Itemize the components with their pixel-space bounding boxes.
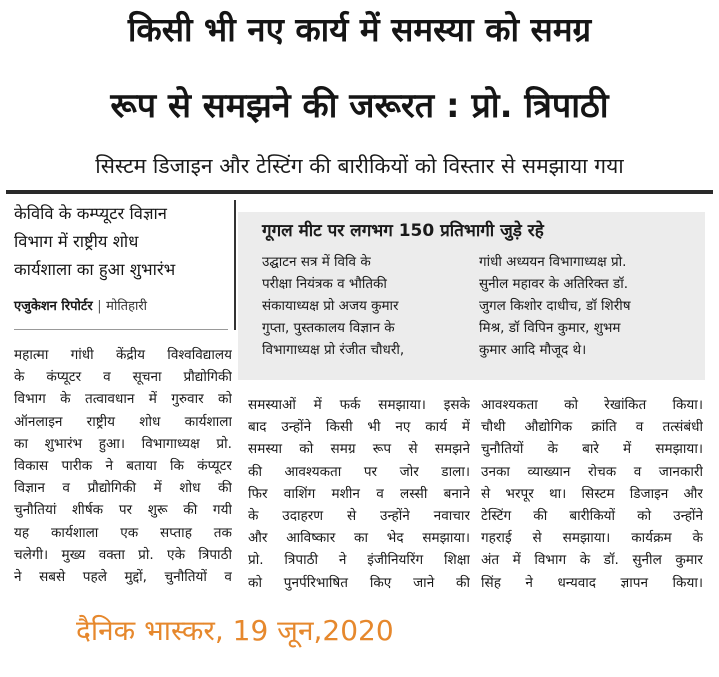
body-line: की आवश्यकता पर जोर डाला। xyxy=(248,463,470,480)
byline-reporter: एजुकेशन रिपोर्टर xyxy=(14,299,93,314)
body-line: चुनौतियों के बारे में समझाया। xyxy=(481,441,703,458)
body-line: फिर वाशिंग मशीन व लस्सी बनाने xyxy=(248,485,470,502)
body-line: के उदाहरण से उन्होंने नवाचार xyxy=(248,508,470,525)
box-line: गुप्ता, पुस्तकालय विज्ञान के xyxy=(262,320,395,336)
box-line: संकायाध्यक्ष प्रो अजय कुमार xyxy=(262,298,399,314)
body-line: चुनौतियां शीर्षक पर शुरू की गयी xyxy=(14,502,232,519)
headline-line-2: रूप से समझने की जरूरत : प्रो. त्रिपाठी xyxy=(110,86,609,126)
body-line: टेस्टिंग की बारीकियों को उन्होंने xyxy=(481,508,703,525)
body-line: समस्या को समग्र रूप से समझने xyxy=(248,441,470,458)
box-line: परीक्षा नियंत्रक व भौतिकी xyxy=(262,276,387,292)
body-line: गहराई से समझाया। कार्यक्रम के xyxy=(481,530,703,547)
box-line: जुगल किशोर दाधीच, डॉ शिरीष xyxy=(479,298,631,314)
body-column-1 xyxy=(14,344,232,588)
body-line: बाद उन्होंने किसी भी नए कार्य में xyxy=(248,419,470,436)
body-column-2 xyxy=(248,394,470,594)
side-headline-line: विभाग में राष्ट्रीय शोध xyxy=(14,232,139,251)
side-headline xyxy=(14,200,220,284)
source-caption: दैनिक भास्कर, 19 जून,2020 xyxy=(76,614,394,647)
body-line: को पुनर्परिभाषित किए जाने की xyxy=(248,574,470,591)
box-line: कुमार आदि मौजूद थे। xyxy=(479,342,587,358)
byline-separator: | xyxy=(97,299,102,314)
box-line: सुनील महावर के अतिरिक्त डॉ. xyxy=(479,276,629,292)
box-line: मिश्र, डॉ विपिन कुमार, शुभम xyxy=(479,320,621,336)
box-line: विभागाध्यक्ष प्रो रंजीत चौधरी, xyxy=(262,342,405,358)
box-column-1 xyxy=(262,251,467,361)
body-column-3 xyxy=(481,394,703,594)
body-line: के कंप्यूटर व सूचना प्रौद्योगिकी xyxy=(14,369,232,386)
body-line: सिंह ने धन्यवाद ज्ञापन किया। xyxy=(481,574,703,591)
body-line: चौथी औद्योगिक क्रांति व तत्संबंधी xyxy=(481,419,703,436)
body-line: विभाग के तत्वावधान में गुरुवार को xyxy=(14,391,232,408)
body-line: उनका व्याख्यान रोचक व जानकारी xyxy=(481,463,703,480)
side-headline-line: कार्यशाला का हुआ शुभारंभ xyxy=(14,260,176,279)
byline xyxy=(14,296,224,318)
body-line: विकास पारीक ने बताया कि कंप्यूटर xyxy=(14,458,232,475)
byline-divider xyxy=(14,329,228,330)
divider-rule xyxy=(6,190,713,194)
box-line: गांधी अध्ययन विभागाध्यक्ष प्रो. xyxy=(479,254,627,270)
body-line: अंत में विभाग के डॉ. सुनील कुमार xyxy=(481,552,703,569)
body-line: ऑनलाइन राष्ट्रीय शोध कार्यशाला xyxy=(14,413,232,430)
body-line: आवश्यकता को रेखांकित किया। xyxy=(481,397,703,413)
body-line: का शुभारंभ हुआ। विभागाध्यक्ष प्रो. xyxy=(14,435,232,452)
side-headline-line: केविवि के कम्प्यूटर विज्ञान xyxy=(14,204,167,223)
body-line: समस्याओं में फर्क समझाया। इसके xyxy=(248,397,470,413)
body-line: महात्मा गांधी केंद्रीय विश्वविद्यालय xyxy=(14,347,232,363)
body-line: और आविष्कार का भेद समझाया। xyxy=(248,530,470,547)
box-title: गूगल मीट पर लगभग 150 प्रतिभागी जुड़े रहे xyxy=(262,221,544,241)
body-line: से भरपूर था। सिस्टम डिजाइन और xyxy=(481,485,703,502)
body-line: प्रो. त्रिपाठी ने इंजीनियरिंग शिक्षा xyxy=(248,552,470,569)
subheadline: सिस्टम डिजाइन और टेस्टिंग की बारीकियों को विस्तार से समझाया गया xyxy=(95,154,624,178)
body-line: यह कार्यशाला एक सप्ताह तक xyxy=(14,524,232,541)
byline-place: मोतिहारी xyxy=(106,299,148,314)
body-line: चलेगी। मुख्य वक्ता प्रो. एके त्रिपाठी xyxy=(14,546,232,563)
column-divider xyxy=(234,200,236,330)
box-line: उद्घाटन सत्र में विवि के xyxy=(262,254,371,270)
headline-line-1: किसी भी नए कार्य में समस्या को समग्र xyxy=(127,10,592,49)
body-line: विज्ञान व प्रौद्योगिकी में शोध की xyxy=(14,480,232,497)
body-line: ने सबसे पहले मुद्दों, चुनौतियों व xyxy=(14,569,232,586)
box-column-2 xyxy=(479,251,684,361)
